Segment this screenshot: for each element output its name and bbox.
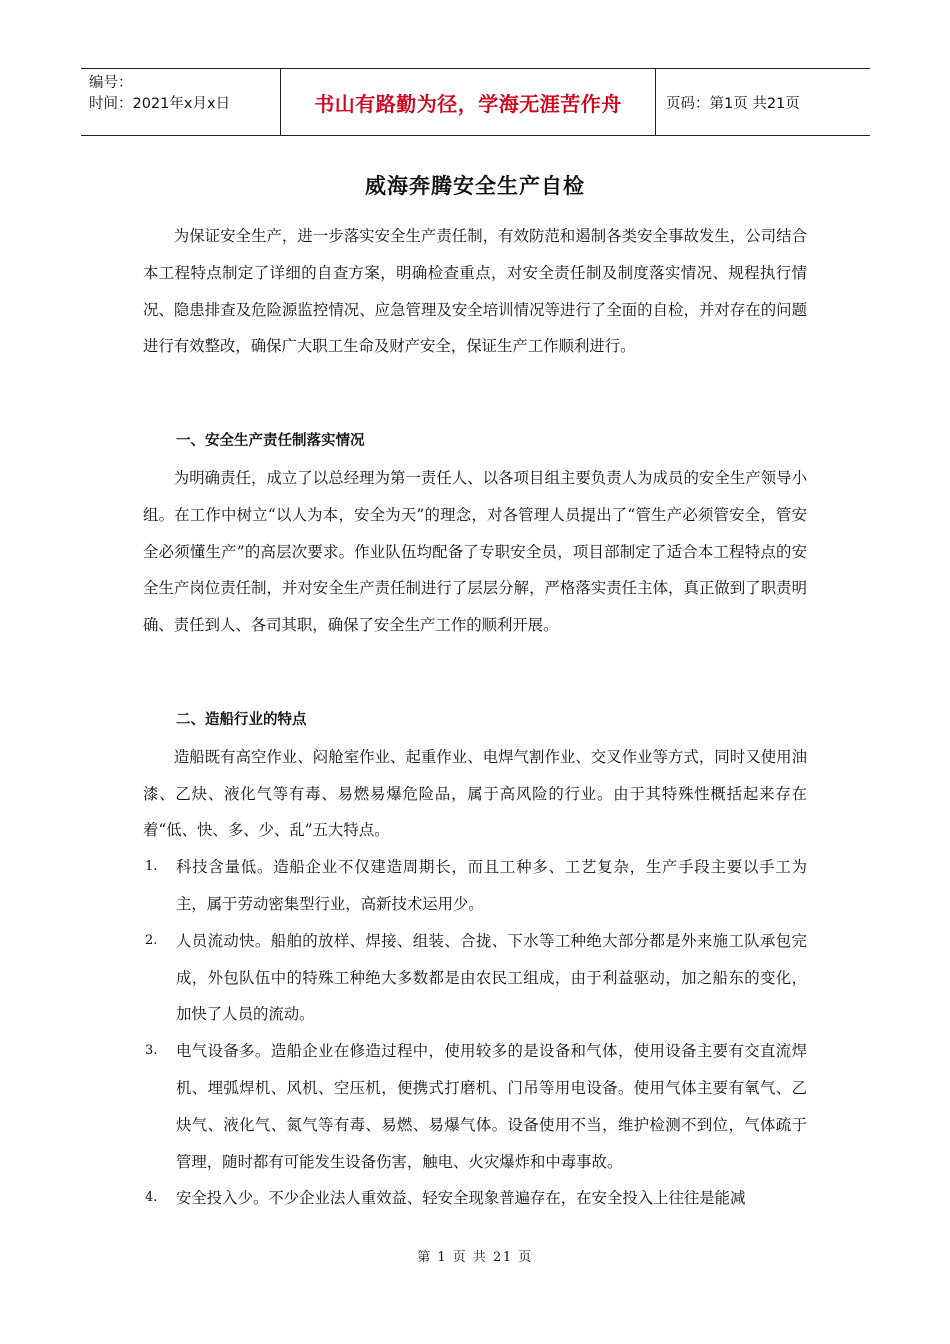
section-gap [143, 365, 807, 423]
page-footer: 第 1 页 共 21 页 [417, 1250, 533, 1265]
section-heading-2: 二、造船行业的特点 [176, 711, 307, 728]
list-text: 科技含量低。造船企业不仅建造周期长，而且工种多、工艺复杂，生产手段主要以手工为主，属于劳动密集型行业，高新技术运用少。 [176, 858, 807, 913]
list-number: 2. [145, 932, 158, 948]
page-info: 页码：第1页 共21页 [666, 95, 800, 112]
list-text: 电气设备多。造船企业在修造过程中，使用较多的是设备和气体，使用设备主要有交直流焊机、埋弧焊机、风机、空压机，便携式打磨机、门吊等用电设备。使用气体主要有氧气、乙炔气、液化气、氮气等有毒、易燃、易爆气体。设备使用不当，维护检测不到位，气体疏于管理，随时都有可能发生设备伤害，触电、火灾爆炸和中毒事故。 [176, 1042, 807, 1171]
code-label: 编号： [89, 75, 133, 91]
intro-paragraph: 为保证安全生产，进一步落实安全生产责任制，有效防范和遏制各类安全事故发生，公司结合本工程特点制定了详细的自查方案，明确检查重点，对安全责任制及制度落实情况、规程执行情况、隐患排查及危险源监控情况、应急管理及安全培训情况等进行了全面的自检，并对存在的问题进行有效整改，确保广大职工生命及财产安全，保证生产工作顺利进行。 [143, 227, 807, 356]
motto-text: 书山有路勤为径，学海无涯苦作舟 [314, 91, 622, 116]
section-heading-1: 一、安全生产责任制落实情况 [176, 433, 365, 450]
list-number: 4. [145, 1190, 158, 1206]
list-item [143, 1033, 807, 1180]
list-number: 1. [145, 859, 158, 875]
list-item [143, 849, 807, 923]
section-gap [143, 644, 807, 702]
header-table [81, 68, 870, 136]
list-number: 3. [145, 1043, 158, 1059]
header-page-cell [656, 69, 870, 135]
list-item [143, 923, 807, 1033]
list-text: 人员流动快。船舶的放样、焊接、组装、合拢、下水等工种绝大部分都是外来施工队承包完成，外包队伍中的特殊工种绝大多数都是由农民工组成，由于利益驱动，加之船东的变化，加快了人员的流动。 [176, 931, 807, 1024]
list-item [143, 1180, 807, 1217]
header-meta-cell [81, 69, 281, 135]
document-body [143, 218, 807, 1217]
header-motto-cell [281, 69, 656, 135]
section-2-paragraph: 造船既有高空作业、闷舱室作业、起重作业、电焊气割作业、交叉作业等方式，同时又使用油漆、乙炔、液化气等有毒、易燃易爆危险品，属于高风险的行业。由于其特殊性概括起来存在着“低、快、多、少、乱”五大特点。 [143, 747, 807, 840]
list-text: 安全投入少。不少企业法人重效益、轻安全现象普遍存在，在安全投入上往往是能减 [176, 1189, 746, 1208]
document-title: 威海奔腾安全生产自检 [365, 174, 585, 198]
time-label: 时间：2021年x月x日 [89, 96, 231, 112]
section-1-paragraph: 为明确责任，成立了以总经理为第一责任人、以各项目组主要负责人为成员的安全生产领导小组。在工作中树立“以人为本，安全为天”的理念，对各管理人员提出了“管生产必须管安全，管安全必须懂生产”的高层次要求。作业队伍均配备了专职安全员，项目部制定了适合本工程特点的安全生产岗位责任制，并对安全生产责任制进行了层层分解，严格落实责任主体，真正做到了职责明确、责任到人、各司其职，确保了安全生产工作的顺利开展。 [143, 468, 807, 635]
